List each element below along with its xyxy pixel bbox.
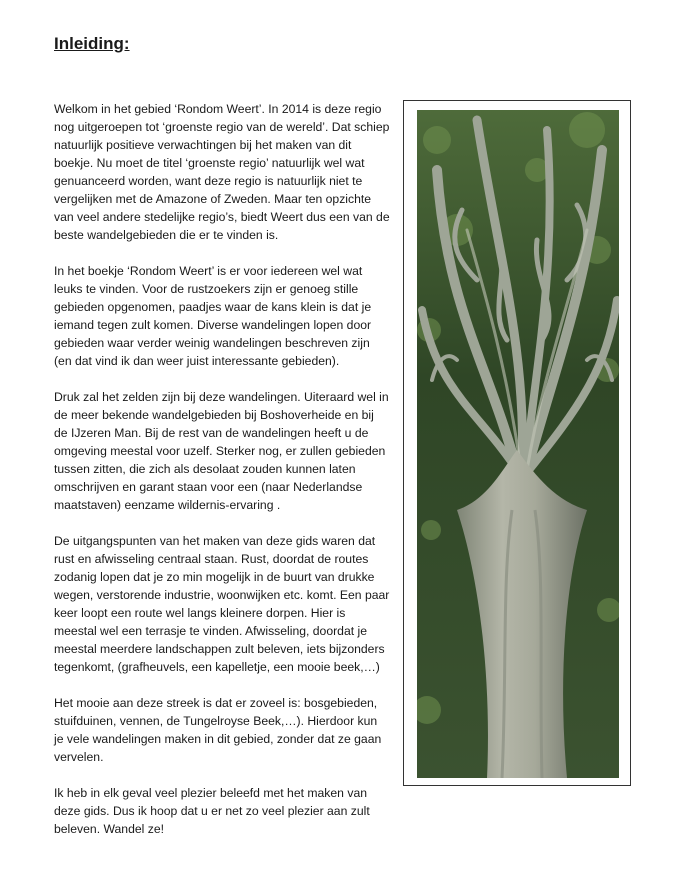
tree-photo bbox=[417, 110, 619, 778]
paragraph-2: In het boekje ‘Rondom Weert’ is er voor iedereen wel wat leuks te vinden. Voor de rustzoekers zijn er genoeg stille gebieden opgenomen, paadjes waar de kans klein is dat je iemand tegen zult komen. Diverse wandelingen lopen door gebieden waar verder weinig wandelingen beschreven zijn (en dat vind ik dan weer juist interessante gebieden). bbox=[54, 264, 372, 368]
intro-text bbox=[54, 100, 390, 856]
paragraph-6: Ik heb in elk geval veel plezier beleefd met het maken van deze gids. Dus ik hoop dat u er net zo veel plezier aan zult beleven. Wandel ze! bbox=[54, 786, 370, 836]
paragraph-3: Druk zal het zelden zijn bij deze wandelingen. Uiteraard wel in de meer bekende wandelgebieden bij Boshoverheide en bij de IJzeren Man. Bij de rest van de wandelingen heeft u de omgeving meestal voor uzelf. Sterker nog, er zullen gebieden tussen zitten, die zich als desolaat zouden kunnen laten omschrijven en garant staan voor een (naar Nederlandse maatstaven) eenzame wildernis-ervaring . bbox=[54, 390, 389, 512]
tree-illustration bbox=[417, 110, 619, 778]
photo-frame bbox=[403, 100, 631, 786]
paragraph-5: Het mooie aan deze streek is dat er zoveel is: bosgebieden, stuifduinen, vennen, de Tungelroyse Beek,…). Hierdoor kun je vele wandelingen maken in dit gebied, zonder dat ze gaan vervelen. bbox=[54, 696, 382, 764]
page-heading: Inleiding: bbox=[54, 34, 130, 53]
paragraph-1: Welkom in het gebied ‘Rondom Weert’. In 2014 is deze regio nog uitgeroepen tot ‘groenste regio van de wereld’. Dat schiep natuurlijk positieve verwachtingen bij het maken van dit boekje. Nu moet de titel ‘groenste regio’ natuurlijk wel wat genuanceerd worden, want deze regio is natuurlijk niet te vergelijken met de Amazone of Zweden. Maar ten opzichte van veel andere stedelijke regio’s, biedt Weert dus een van de beste wandelgebieden die er te vinden is. bbox=[54, 102, 390, 242]
paragraph-4: De uitgangspunten van het maken van deze gids waren dat rust en afwisseling centraal staan. Rust, doordat de routes zodanig lopen dat je zo min mogelijk in de buurt van drukke wegen, verstorende industrie, woonwijken etc. komt. Een paar keer loopt een route wel langs kleinere dorpen. Hier is meestal wel een terrasje te vinden. Afwisseling, doordat je meestal meerdere landschappen zult beleven, iets bijzonders tegenkomt, (grafheuvels, een kapelletje, een mooie beek,…) bbox=[54, 534, 390, 674]
